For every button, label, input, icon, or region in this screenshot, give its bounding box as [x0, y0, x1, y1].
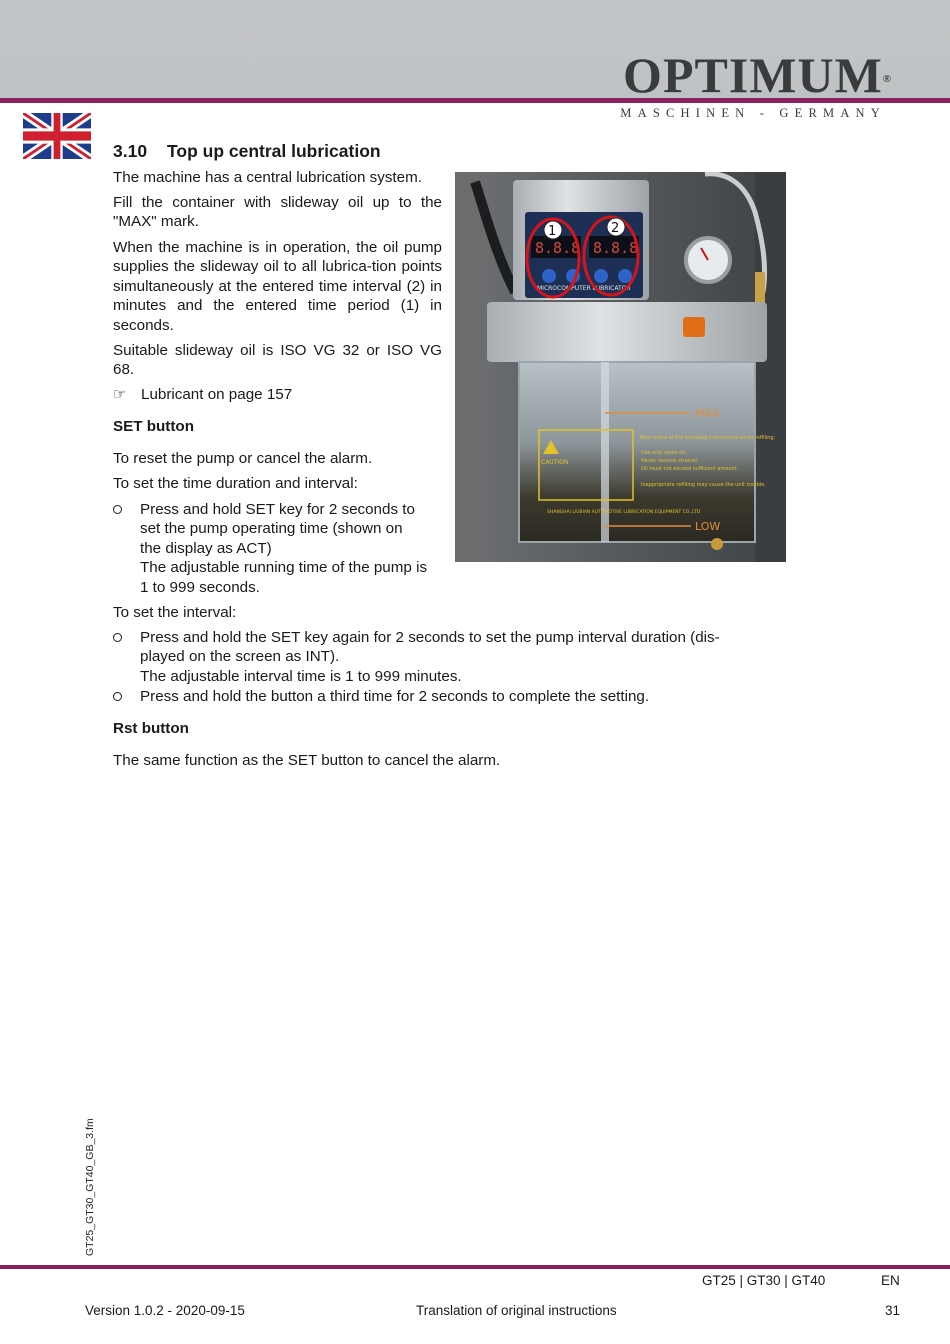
section-title: Top up central lubrication [167, 141, 381, 161]
svg-text:Use only clean oil.: Use only clean oil. [641, 450, 687, 456]
bullet-circle-icon [113, 633, 122, 642]
intro-paragraph: The machine has a central lubrication system. [113, 169, 422, 186]
footer-translation-note: Translation of original instructions [416, 1303, 617, 1318]
cross-reference [113, 385, 292, 403]
footer-models: GT25 | GT30 | GT40 [702, 1273, 826, 1288]
bullet-circle-icon [113, 692, 122, 701]
brand-tagline: MASCHINEN - GERMANY [620, 106, 886, 120]
caution-label: CAUTION [541, 459, 569, 466]
oil-paragraph: Suitable slideway oil is ISO VG 32 or ISO VG 68. [113, 342, 442, 379]
svg-text:Oil must not exceed sufficient: Oil must not exceed sufficient amount. [641, 466, 739, 472]
svg-text:Inappropriate refilling may ca: Inappropriate refilling may cause the unit trouble. [641, 482, 766, 488]
lubricator-illustration [455, 172, 786, 562]
pointing-hand-icon: ☞ [113, 386, 127, 403]
set-reset-text: To reset the pump or cancel the alarm. [113, 450, 373, 467]
low-mark: LOW [695, 520, 721, 533]
set-button-heading: SET button [113, 418, 194, 435]
uk-flag-icon [23, 113, 91, 159]
callout-2: 2 [611, 221, 620, 236]
section-number: 3.10 [113, 141, 148, 161]
fill-paragraph: Fill the container with slideway oil up to the "MAX" mark. [113, 194, 442, 231]
cross-reference-link[interactable]: Lubricant on page 157 [141, 386, 293, 403]
rst-text: The same function as the SET button to cancel the alarm. [113, 752, 501, 769]
footer-language: EN [881, 1273, 900, 1288]
section-heading [113, 141, 381, 162]
lubricator-photo [455, 172, 786, 562]
bullet-circle-icon [113, 505, 122, 514]
interval-intro: To set the interval: [113, 604, 237, 621]
rst-button-heading: Rst button [113, 720, 189, 737]
source-file-label: GT25_GT30_GT40_GB_3.fm [84, 1118, 96, 1256]
operation-paragraph: When the machine is in operation, the oil pump supplies the slideway oil to all lubrica-tion points simultaneously at the entered time interval (2) in minutes and the entered time period (1) in seconds. [113, 239, 442, 334]
page-number: 31 [885, 1303, 901, 1318]
filler-cap-icon [683, 317, 705, 337]
display-1: 8.8.8 [535, 239, 581, 257]
brand-logo: OPTIMUM® [623, 47, 892, 103]
maker-label: SHANGHAI LIUBIAN AUTOMOTIVE LUBRICATION EQUIPMENT CO.,LTD [547, 510, 701, 515]
footer-rule [0, 1265, 950, 1269]
svg-text:Never remove strainer.: Never remove strainer. [641, 458, 699, 464]
footer-version: Version 1.0.2 - 2020-09-15 [85, 1303, 245, 1318]
callout-1: 1 [548, 224, 557, 239]
max-mark: MAX [695, 407, 720, 420]
warning-title: Take notice of the following instructions when refilling: [639, 435, 776, 441]
set-duration-intro: To set the time duration and interval: [113, 475, 358, 492]
panel-label: MICROCOMPUTER LUBRICATOR [537, 285, 631, 292]
display-2: 8.8.8 [593, 239, 639, 257]
